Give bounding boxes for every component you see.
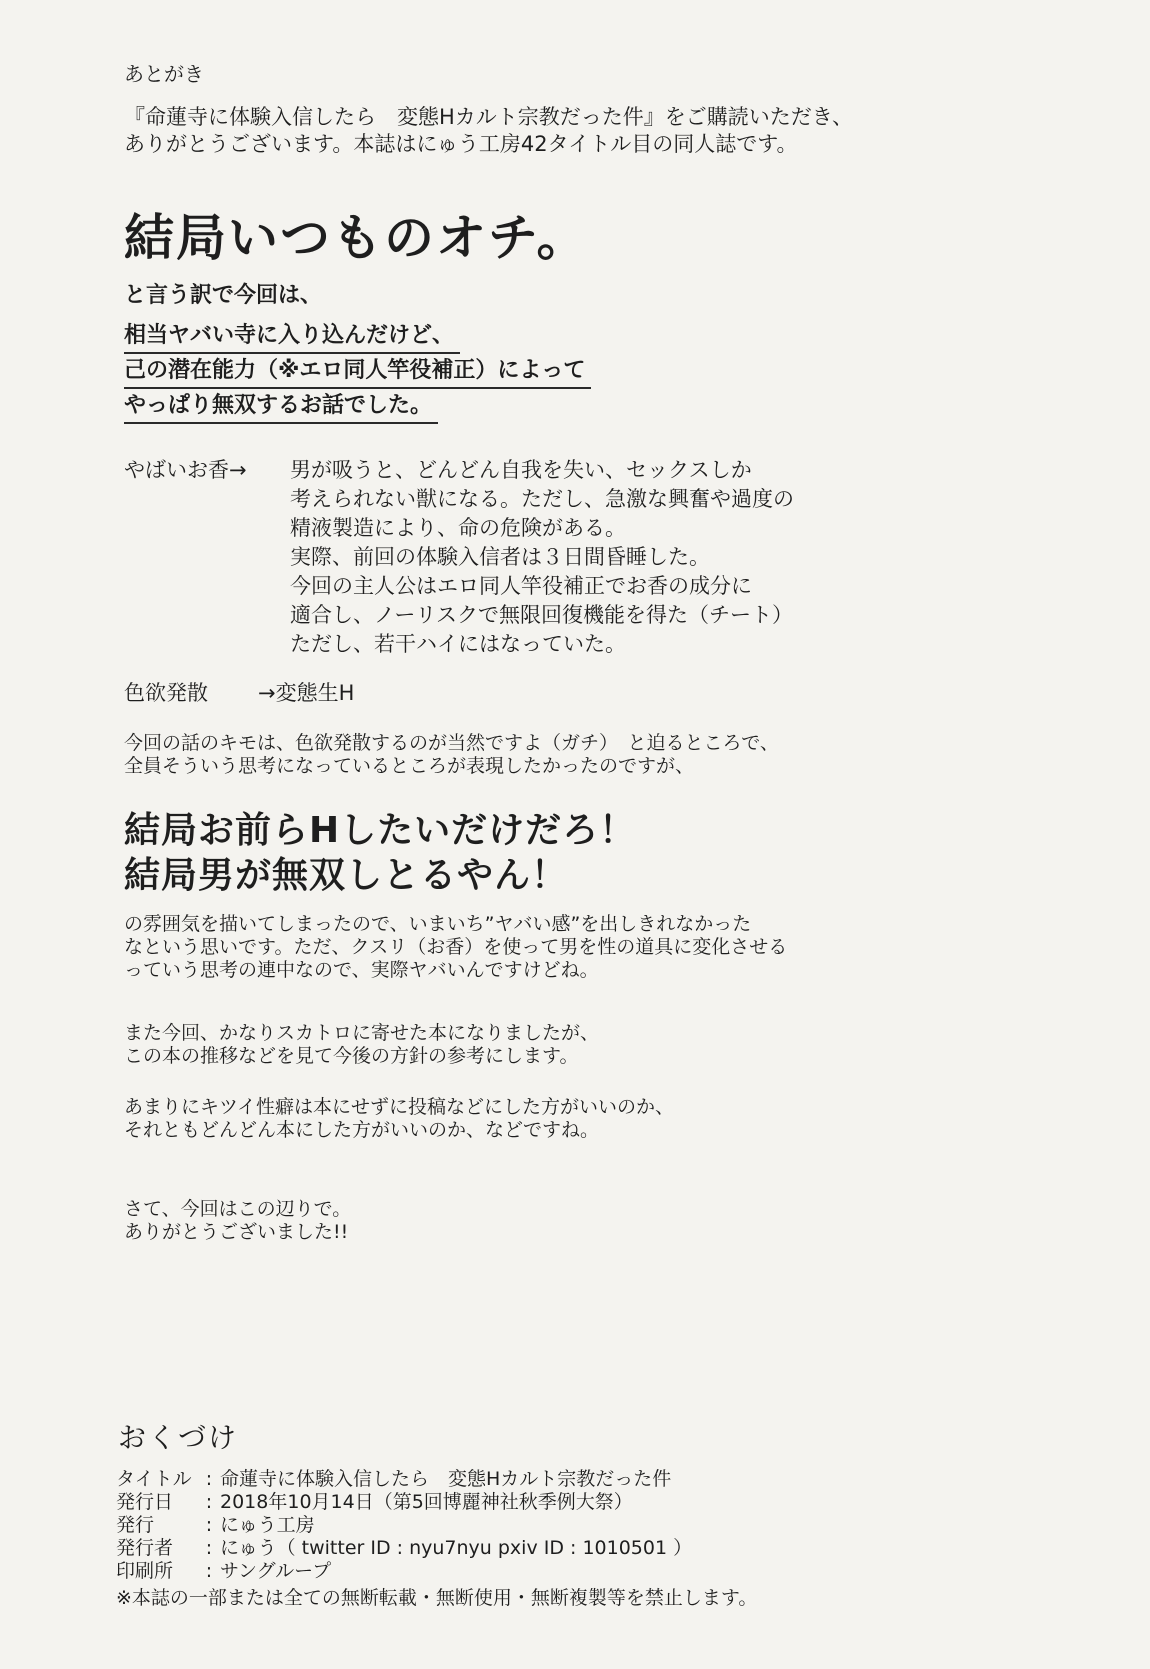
incense-line: 男が吸うと、どんどん自我を失い、セックスしか — [290, 458, 752, 482]
incense-line: 精液製造により、命の危険がある。 — [290, 516, 626, 540]
exclaim-heading — [124, 808, 636, 898]
point-line: 今回の話のキモは、色欲発散するのが当然ですよ（ガチ） と迫るところで、 — [124, 732, 779, 754]
catchphrase-heading: 結局いつものオチ。 — [124, 209, 589, 267]
intro-paragraph — [124, 104, 853, 158]
colophon-separator: : — [205, 1468, 213, 1490]
lust-description: →変態生H — [258, 681, 355, 705]
intro-line: ありがとうございます。本誌はにゅう工房42タイトル目の同人誌です。 — [124, 132, 798, 156]
colophon-separator: : — [205, 1560, 213, 1582]
colophon-key: 印刷所 — [116, 1560, 174, 1582]
colophon-row-publisher — [116, 1514, 692, 1537]
mood-line: の雰囲気を描いてしまったので、いまいち”ヤバい感”を出しきれなかった — [124, 913, 752, 935]
summary-lead: と言う訳で今回は、 — [124, 283, 323, 308]
colophon-heading: おくづけ — [118, 1421, 239, 1454]
incense-line: 適合し、ノーリスクで無限回復機能を得た（チート） — [290, 603, 793, 627]
scat-line: この本の推移などを見て今後の方針の参考にします。 — [124, 1045, 579, 1067]
colophon-key: 発行日 — [116, 1491, 174, 1513]
colophon-row-title — [116, 1468, 692, 1491]
colophon-separator: : — [205, 1537, 213, 1559]
exclaim-line: 結局お前らHしたいだけだろ！ — [124, 810, 637, 851]
summary-line: 己の潜在能力（※エロ同人竿役補正）によって — [124, 357, 591, 389]
incense-term: やばいお香→ — [124, 458, 247, 482]
mood-line: っていう思考の連中なので、実際ヤバいんですけどね。 — [124, 959, 599, 981]
colophon-separator: : — [205, 1491, 213, 1513]
colophon-key: 発行者 — [116, 1537, 174, 1559]
colophon-row-date — [116, 1491, 692, 1514]
colophon-value: 2018年10月14日（第5回博麗神社秋季例大祭） — [220, 1491, 633, 1513]
scat-paragraph — [124, 1022, 599, 1068]
summary-line: 相当ヤバい寺に入り込んだけど、 — [124, 322, 460, 354]
incense-line: 今回の主人公はエロ同人竿役補正でお香の成分に — [290, 574, 752, 598]
exclaim-line: 結局男が無双しとるやん！ — [124, 855, 569, 896]
copyright-notice: ※本誌の一部または全ての無断転載・無断使用・無断複製等を禁止します。 — [116, 1587, 758, 1609]
intro-line: 『命蓮寺に体験入信したら 変態Hカルト宗教だった件』をご購読いただき、 — [124, 105, 853, 129]
closing-paragraph — [124, 1198, 351, 1244]
summary-underlined-lines — [124, 322, 591, 427]
point-line: 全員そういう思考になっているところが表現したかったのですが、 — [124, 755, 695, 777]
incense-line: ただし、若干ハイにはなっていた。 — [290, 632, 626, 656]
colophon-row-author — [116, 1537, 692, 1560]
mood-paragraph — [124, 913, 787, 982]
colophon-row-printer — [116, 1560, 692, 1583]
closing-line: さて、今回はこの辺りで。 — [124, 1198, 352, 1220]
colophon-key: タイトル — [116, 1468, 192, 1490]
point-paragraph — [124, 732, 779, 778]
mood-line: なという思いです。ただ、クスリ（お香）を使って男を性の道具に変化させる — [124, 936, 788, 958]
summary-line: やっぱり無双するお話でした。 — [124, 392, 438, 424]
kink-line: それともどんどん本にした方がいいのか、などですね。 — [124, 1119, 600, 1141]
colophon-key: 発行 — [116, 1514, 155, 1536]
lust-term: 色欲発散 — [124, 681, 208, 705]
incense-line: 考えられない獣になる。ただし、急激な興奮や過度の — [290, 487, 794, 511]
kink-paragraph — [124, 1096, 674, 1142]
colophon-separator: : — [205, 1514, 213, 1536]
colophon-table — [116, 1468, 692, 1583]
incense-line: 実際、前回の体験入信者は３日間昏睡した。 — [290, 545, 710, 569]
afterword-heading: あとがき — [124, 62, 204, 86]
colophon-value: にゅう工房 — [220, 1514, 315, 1536]
kink-line: あまりにキツイ性癖は本にせずに投稿などにした方がいいのか、 — [124, 1096, 675, 1118]
closing-line: ありがとうございました!! — [124, 1221, 349, 1243]
incense-description — [290, 456, 794, 659]
colophon-value: サングループ — [220, 1560, 332, 1582]
colophon-value: にゅう（ twitter ID : nyu7nyu pxiv ID : 1010501 ） — [220, 1537, 693, 1559]
colophon-value: 命蓮寺に体験入信したら 変態Hカルト宗教だった件 — [220, 1468, 672, 1490]
scat-line: また今回、かなりスカトロに寄せた本になりましたが、 — [124, 1022, 600, 1044]
